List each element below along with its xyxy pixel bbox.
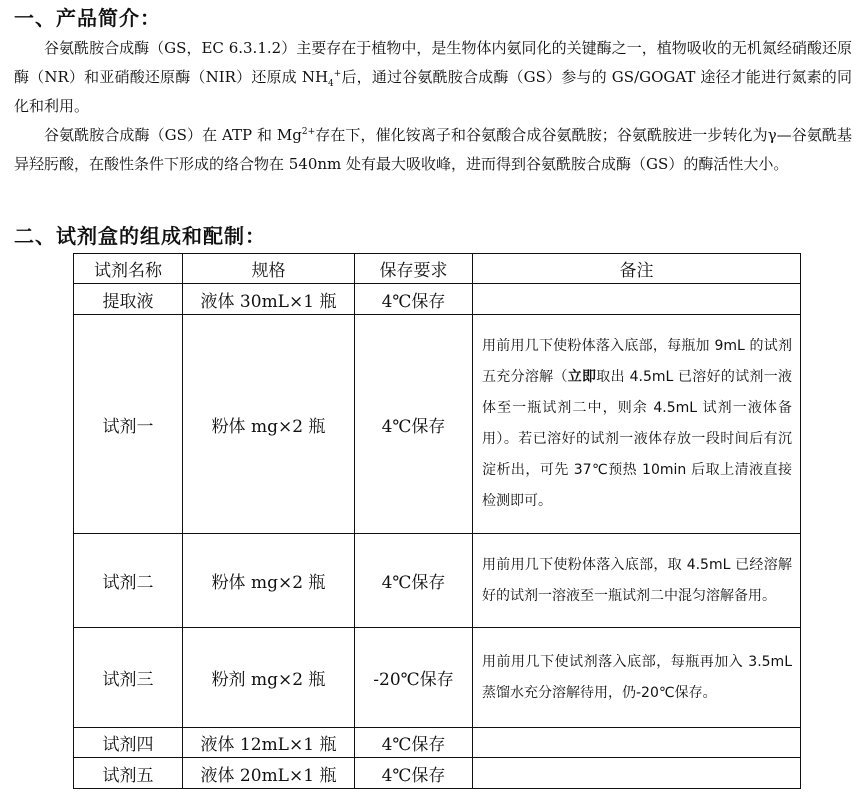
- table-row: [74, 758, 801, 789]
- header-spec: 规格: [183, 254, 355, 284]
- cell-storage: -20℃保存: [355, 628, 473, 728]
- table-row: [74, 315, 801, 534]
- intro-paragraph-2: 谷氨酰胺合成酶（GS）在 ATP 和 $Mg^{2+}$存在下，催化铵离子和谷氨酸合成谷氨酰胺；谷氨酰胺进一步转化为γ—谷氨酰基异羟肟酸，在酸性条件下形成的络合物在 540nm 处有最大吸收峰，进而得到谷氨酰胺合成酶（GS）的酶活性大小。: [14, 126, 853, 173]
- cell-name: 试剂二: [74, 534, 183, 628]
- intro-text: [14, 34, 852, 179]
- table-row: [74, 728, 801, 758]
- cell-spec: 粉剂 mg×2 瓶: [183, 628, 355, 728]
- table-row: [74, 534, 801, 628]
- cell-note: [473, 728, 801, 758]
- cell-name: 试剂三: [74, 628, 183, 728]
- cell-spec: 粉体 mg×2 瓶: [183, 534, 355, 628]
- reagent-table: [73, 253, 801, 789]
- header-storage: 保存要求: [355, 254, 473, 284]
- cell-name: 试剂一: [74, 315, 183, 534]
- table-row: [74, 628, 801, 728]
- intro-paragraph-1: 谷氨酰胺合成酶（GS，EC 6.3.1.2）主要存在于植物中，是生物体内氨同化的关键酶之一，植物吸收的无机氮经硝酸还原酶（NR）和亚硝酸还原酶（NIR）还原成 $NH_4^+$后，通过谷氨酰胺合成酶（GS）参与的 GS/GOGAT 途径才能进行氮素的同化和利用。: [14, 39, 852, 115]
- header-note: 备注: [473, 254, 801, 284]
- section-title-product-intro: 一、产品简介：: [14, 6, 161, 30]
- cell-storage: 4℃保存: [355, 728, 473, 758]
- cell-note: [473, 758, 801, 789]
- cell-note: 用前用几下使试剂落入底部，每瓶再加入 3.5mL 蒸馏水充分溶解待用，仍-20℃保存。: [473, 628, 801, 728]
- cell-spec: 粉体 mg×2 瓶: [183, 315, 355, 534]
- cell-note: 用前用几下使粉体落入底部，每瓶加 9mL 的试剂五充分溶解（立即取出 4.5mL 已溶好的试剂一液体至一瓶试剂二中，则余 4.5mL 试剂一液体备用）。若已溶好的试剂一液体存放一段时间后有沉淀析出，可先 37℃预热 10min 后取上清液直接检测即可。: [473, 315, 801, 534]
- cell-storage: 4℃保存: [355, 284, 473, 315]
- section-title-kit-composition: 二、试剂盒的组成和配制：: [14, 224, 266, 248]
- cell-name: 试剂四: [74, 728, 183, 758]
- header-name: 试剂名称: [74, 254, 183, 284]
- cell-name: 试剂五: [74, 758, 183, 789]
- cell-storage: 4℃保存: [355, 315, 473, 534]
- emphasis-text: 立即: [567, 369, 597, 385]
- cell-note: 用前用几下使粉体落入底部，取 4.5mL 已经溶解好的试剂一溶液至一瓶试剂二中混匀溶解备用。: [473, 534, 801, 628]
- cell-name: 提取液: [74, 284, 183, 315]
- table-header-row: [74, 254, 801, 284]
- cell-spec: 液体 30mL×1 瓶: [183, 284, 355, 315]
- cell-storage: 4℃保存: [355, 534, 473, 628]
- table-row: [74, 284, 801, 315]
- cell-spec: 液体 12mL×1 瓶: [183, 728, 355, 758]
- cell-storage: 4℃保存: [355, 758, 473, 789]
- cell-note: [473, 284, 801, 315]
- cell-spec: 液体 20mL×1 瓶: [183, 758, 355, 789]
